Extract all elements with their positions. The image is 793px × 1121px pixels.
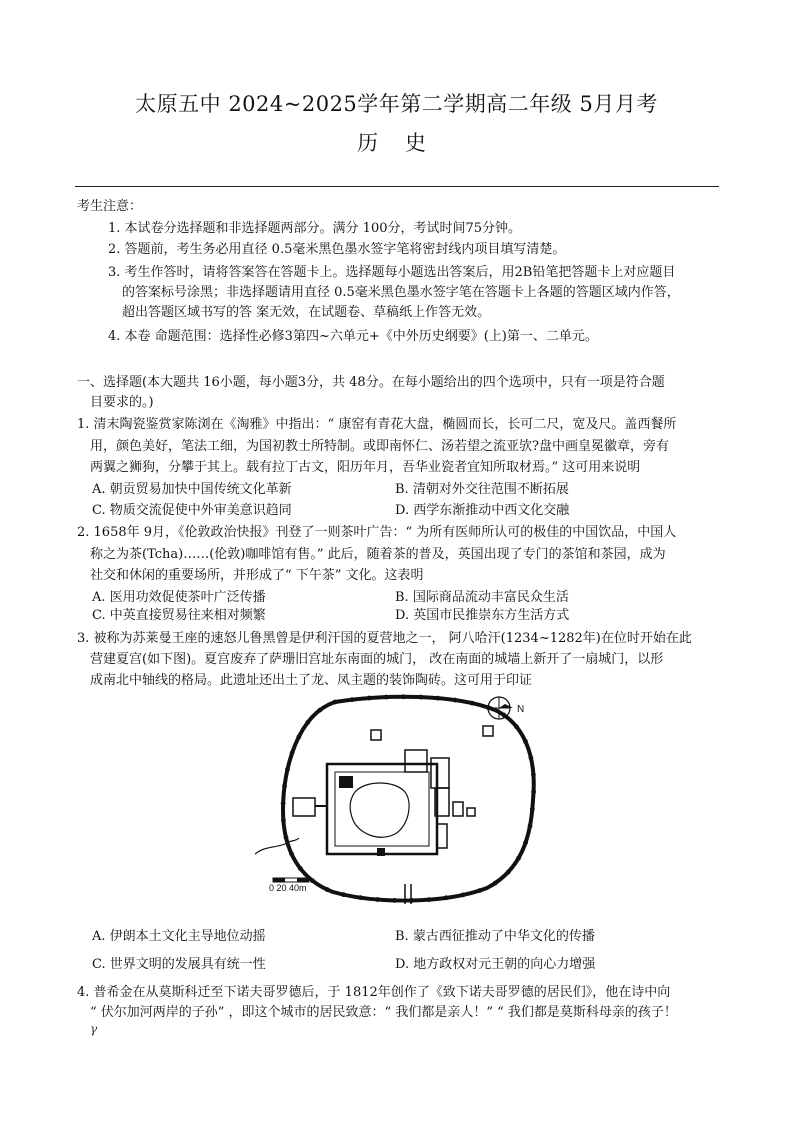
wall-tower [469,701,474,706]
wall-tower [289,851,294,856]
question-1-option-b: B. 清朝对外交往范围不断拓展 [395,482,569,497]
question-2-stem-cont: 称之为茶(Tcha)……(伦敦)咖啡馆有售。” 此后，随着茶的普及，英国出现了专门的茶馆和茶园，成为 [90,547,666,562]
wall-tower [325,887,330,892]
question-2-stem-cont: 社交和休闲的重要场所，并形成了“ 下午茶” 文化。这表明 [90,568,424,583]
wall-tower [298,866,303,871]
wall-tower [384,695,389,700]
notice-item-3: 3. 考生作答时，请将答案答在答题卡上。选择题每小题选出答案后，用2B铅笔把答题卡上对应题目 [108,265,676,280]
notice-item-4: 4. 本卷 命题范围：选择性必修3第四~六单元+《中外历史纲要》(上)第一、二单元。 [108,329,598,344]
wall-tower [435,696,440,701]
wall-tower [358,895,363,900]
scale-label: 0 20 40m [269,883,307,893]
section-heading: 一、选择题(本大题共 16小题，每小题3分，共 48分。在每小题给出的四个选项中，只有一项是符合题 [77,375,665,390]
wall-tower [281,801,286,806]
wall-tower [531,772,536,777]
north-label: N [517,704,525,715]
exam-title: 太原五中 2024~2025学年第二学期高二年级 5月月考 [135,92,658,116]
question-3-option-a: A. 伊朗本土文化主导地位动摇 [92,929,266,944]
page-mark: γ [90,1022,98,1036]
question-2-option-c: C. 中英直接贸易往来相对频繁 [92,608,266,623]
question-2-option-a: A. 医用功效促使茶叶广泛传播 [92,590,266,605]
wall-tower [427,897,432,902]
question-1-option-c: C. 物质交流促使中外审美意识趋同 [92,503,292,518]
question-1-stem: 1. 清末陶瓷鉴赏家陈浏在《淘雅》中指出：“ 康窑有青花大盘，椭圆而长，长可二尺，宽及尺。盖西餐所 [77,417,677,432]
palace-site-map [255,688,555,910]
question-4-stem: 4. 普希金在从莫斯科迁至下诺夫哥罗德后，于 1812年创作了《致下诺夫哥罗德的居民们》，他在诗中向 [77,985,671,1000]
wall-tower [290,750,295,755]
header-divider [75,186,719,187]
subject-title: 历 史 [357,131,436,155]
wall-tower [453,698,458,703]
wall-tower [341,892,346,897]
question-3-stem-cont: 营建夏宫(如下图)。夏宫废弃了萨珊旧宫址东南面的城门， 改在南面的城墙上新开了一扇城门，以形 [90,652,664,667]
wall-tower [506,870,511,875]
notice-heading: 考生注意： [77,199,143,214]
notice-item-3-cont: 的答案标号涂黑；非选择题请用直径 0.5毫米黑色墨水签字笔在答题卡上各题的答题区域内作答， [122,285,680,300]
question-1-option-a: A. 朝贡贸易加快中国传统文化革新 [92,482,292,497]
wall-tower [281,818,286,823]
question-1-option-d: D. 西学东渐推动中西文化交融 [395,503,570,518]
wall-tower [401,694,406,699]
question-3-stem: 3. 被称为苏莱曼王座的速怒儿鲁黑曾是伊利汗国的夏营地之一， 阿八哈汗(1234~1282年)在位时开始在此 [77,631,692,646]
wall-tower [530,807,535,812]
wall-tower [350,697,355,702]
question-3-stem-cont: 成南北中轴线的格局。此遗址还出土了龙、凤主题的装饰陶砖。这可用于印证 [90,673,533,688]
scale-bar [273,878,309,882]
wall-tower [493,881,498,886]
wall-tower [514,724,519,729]
question-1-stem-cont: 用，颜色美好，笔法工细，为国初教士所特制。或即南怀仁、汤若望之流亚欤?盘中画皇冕徽章，旁有 [90,439,669,454]
wall-tower [516,856,521,861]
notice-item-1: 1. 本试卷分选择题和非选择题两部分。满分 100分，考试时间75分钟。 [108,221,522,236]
central-lake [350,783,409,837]
wall-tower [296,734,301,739]
wall-tower [310,878,315,883]
notice-item-3-cont: 超出答题区域书写的答 案无效，在试题卷、草稿纸上作答无效。 [122,305,491,320]
wall-tower [367,696,372,701]
wall-tower [318,708,323,713]
wall-tower [333,700,338,705]
wall-tower [285,767,290,772]
question-2-option-b: B. 国际商品流动丰富民众生活 [395,590,569,605]
wall-tower [284,835,289,840]
wall-tower [392,898,397,903]
wall-tower [528,824,533,829]
wall-tower [444,895,449,900]
north-arrow-icon [488,697,513,719]
question-3-option-d: D. 地方政权对元王朝的向心力增强 [395,957,596,972]
question-2-stem: 2. 1658年 9月，《伦敦政治快报》刊登了一则茶叶广告：“ 为所有医师所认可的极佳的中国饮品，中国人 [77,525,677,540]
wall-tower [531,789,536,794]
wall-tower [528,755,533,760]
notice-item-2: 2. 答题前，考生务必用直径 0.5毫米黑色墨水签字笔将密封线内项目填写清楚。 [108,242,566,257]
wall-tower [305,720,310,725]
wall-tower [282,784,287,789]
wall-tower [461,892,466,897]
wall-tower [409,898,414,903]
section-heading-cont: 目要求的。) [90,395,154,410]
wall-tower [523,739,528,744]
question-2-option-d: D. 英国市民推崇东方生活方式 [395,608,570,623]
wall-tower [523,840,528,845]
wall-tower [418,695,423,700]
question-3-option-c: C. 世界文明的发展具有统一性 [92,957,266,972]
wall-tower [477,888,482,893]
wall-tower [375,897,380,902]
question-4-stem-cont: “ 伏尔加河两岸的子孙” ，即这个城市的居民致意：“ 我们都是亲人！” “ 我们都是莫斯科母亲的孩子！ [90,1005,677,1020]
question-3-option-b: B. 蒙古西征推动了中华文化的传播 [395,929,595,944]
question-1-stem-cont: 两翼之狮狗，分攀于其上。载有拉丁古文，阳历年月，吾华业瓷者宜知所取材焉。” 这可用来说明 [90,460,641,475]
